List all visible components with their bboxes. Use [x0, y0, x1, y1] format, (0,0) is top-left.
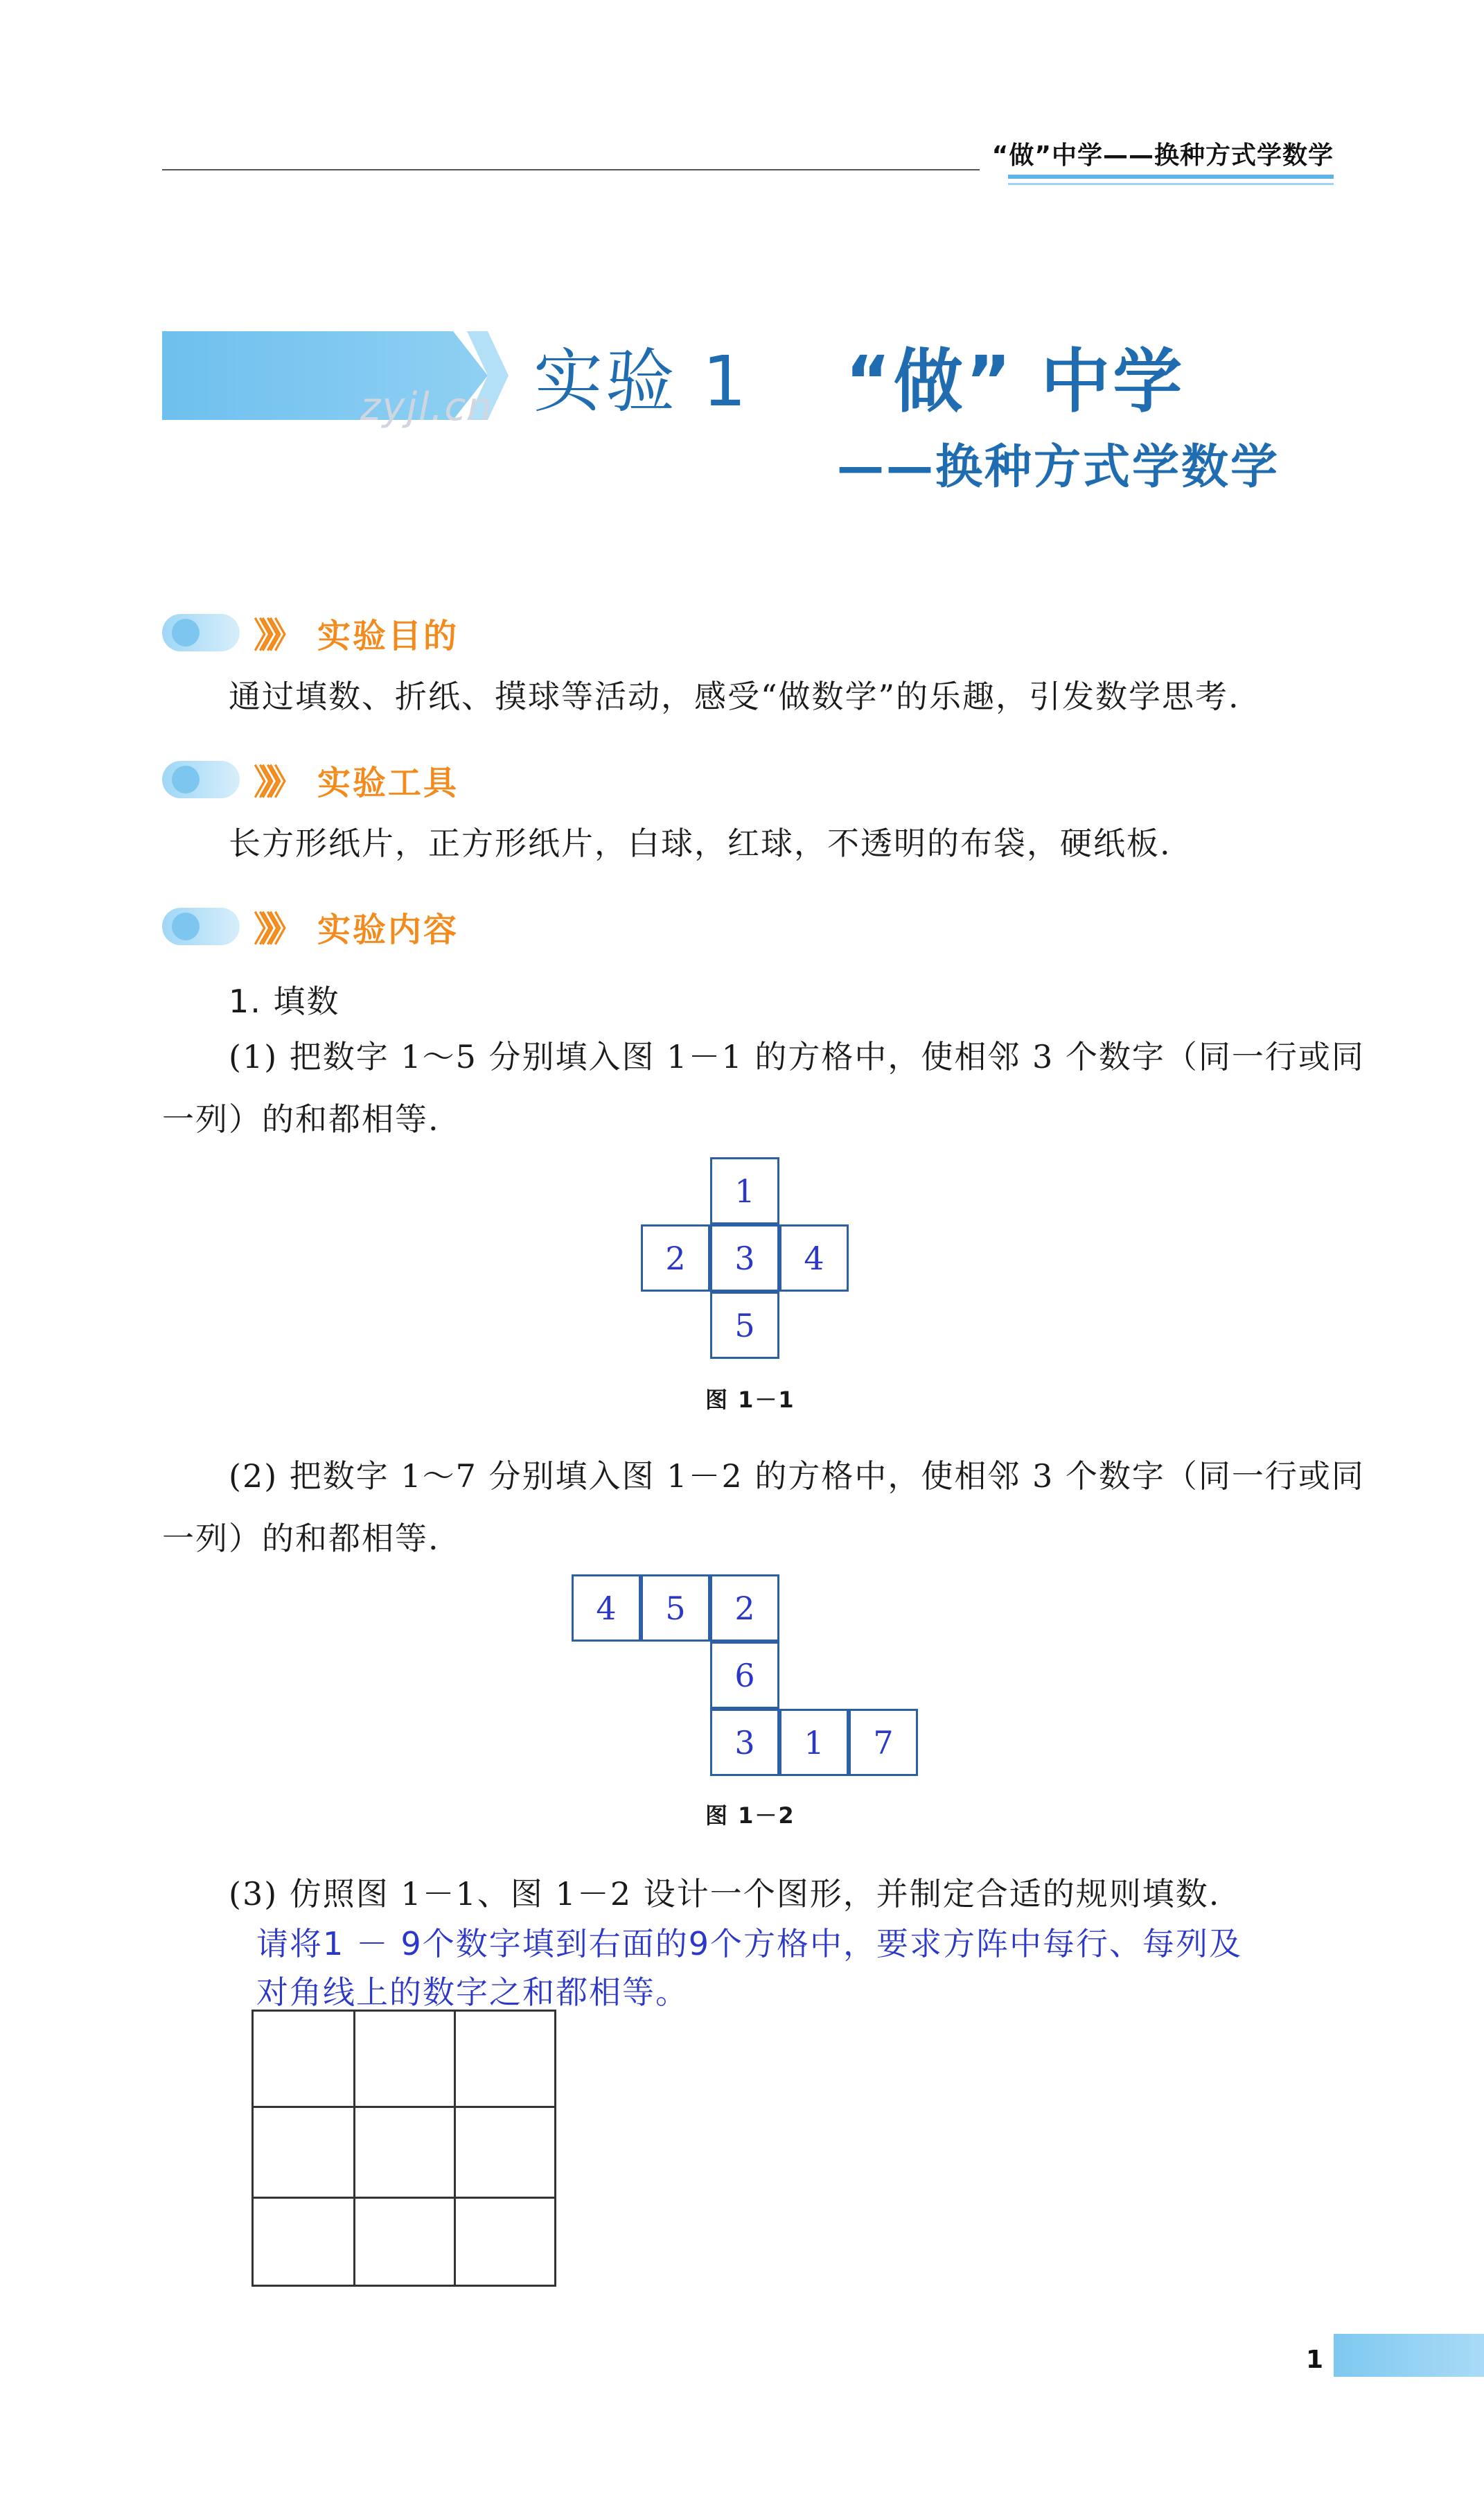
- section-pill-icon: [162, 761, 240, 798]
- section-label: 实验目的: [317, 616, 459, 656]
- section-header-tools: [162, 755, 459, 804]
- grid-cell: [251, 2010, 355, 2108]
- chevron-right-icon: 》》》: [254, 615, 294, 656]
- handwritten-answer-line-2: 对角线上的数字之和都相等。: [256, 1974, 689, 2011]
- figure-1-2: [572, 1574, 925, 1789]
- question-1-line-2: 一列）的和都相等.: [162, 1100, 440, 1138]
- grid-cell: 1: [779, 1709, 849, 1776]
- running-header: [162, 132, 1334, 187]
- grid-cell: 2: [710, 1574, 779, 1642]
- running-title: “做”中学——换种方式学数学: [991, 141, 1334, 170]
- grid-cell: 4: [572, 1574, 641, 1642]
- page-subtitle: ——换种方式学数学: [837, 440, 1280, 495]
- question-2-line-2: 一列）的和都相等.: [162, 1520, 440, 1557]
- grid-cell: [454, 2106, 556, 2199]
- grid-cell: 2: [641, 1224, 710, 1292]
- grid-cell: 6: [710, 1642, 779, 1709]
- grid-cell: [251, 2197, 355, 2287]
- item-title: 1. 填数: [229, 983, 340, 1020]
- figure-caption: 图 1－2: [705, 1802, 795, 1829]
- header-rule: [162, 169, 980, 170]
- grid-cell: [353, 2010, 456, 2108]
- grid-cell: 4: [779, 1224, 849, 1292]
- tools-text: 长方形纸片，正方形纸片，白球，红球，不透明的布袋，硬纸板.: [229, 825, 1172, 862]
- chevron-right-icon: 》》》: [254, 909, 294, 949]
- header-accent-rule: [1008, 175, 1334, 179]
- question-3-line-1: (3) 仿照图 1－1、图 1－2 设计一个图形，并制定合适的规则填数.: [229, 1875, 1221, 1913]
- purpose-text: 通过填数、折纸、摸球等活动，感受“做数学”的乐趣，引发数学思考.: [229, 678, 1240, 715]
- chevron-right-icon: 》》》: [254, 762, 294, 802]
- section-header-content: [162, 902, 459, 951]
- grid-cell: 3: [710, 1709, 779, 1776]
- grid-cell: [454, 2197, 556, 2287]
- page-title: “做” 中学: [845, 341, 1185, 422]
- section-pill-icon: [162, 614, 240, 651]
- grid-cell: 3: [710, 1224, 779, 1292]
- grid-cell: [353, 2106, 456, 2199]
- magic-square-grid: [251, 2010, 556, 2287]
- section-label: 实验工具: [317, 763, 459, 802]
- section-pill-icon: [162, 908, 240, 945]
- grid-cell: [353, 2197, 456, 2287]
- experiment-number: 实验 1: [533, 341, 750, 422]
- question-2-line-1: (2) 把数字 1～7 分别填入图 1－2 的方格中，使相邻 3 个数字（同一行或同: [229, 1457, 1365, 1495]
- handwritten-answer-line-1: 请将1 － 9个数字填到右面的9个方格中，要求方阵中每行、每列及: [256, 1925, 1243, 1962]
- figure-1-1: [641, 1157, 856, 1372]
- grid-cell: 1: [710, 1157, 779, 1224]
- question-1-line-1: (1) 把数字 1～5 分别填入图 1－1 的方格中，使相邻 3 个数字（同一行或同: [229, 1038, 1365, 1075]
- grid-cell: [454, 2010, 556, 2108]
- section-header-purpose: [162, 608, 459, 657]
- grid-cell: [251, 2106, 355, 2199]
- header-accent-rule-thin: [1008, 183, 1334, 185]
- page-number: 1: [1306, 2346, 1324, 2374]
- grid-cell: 5: [641, 1574, 710, 1642]
- watermark: zyjl.cn: [360, 385, 493, 430]
- figure-caption: 图 1－1: [705, 1387, 795, 1413]
- grid-cell: 7: [849, 1709, 918, 1776]
- section-label: 实验内容: [317, 910, 459, 949]
- grid-cell: 5: [710, 1292, 779, 1359]
- page-tab-decoration: [1334, 2334, 1484, 2377]
